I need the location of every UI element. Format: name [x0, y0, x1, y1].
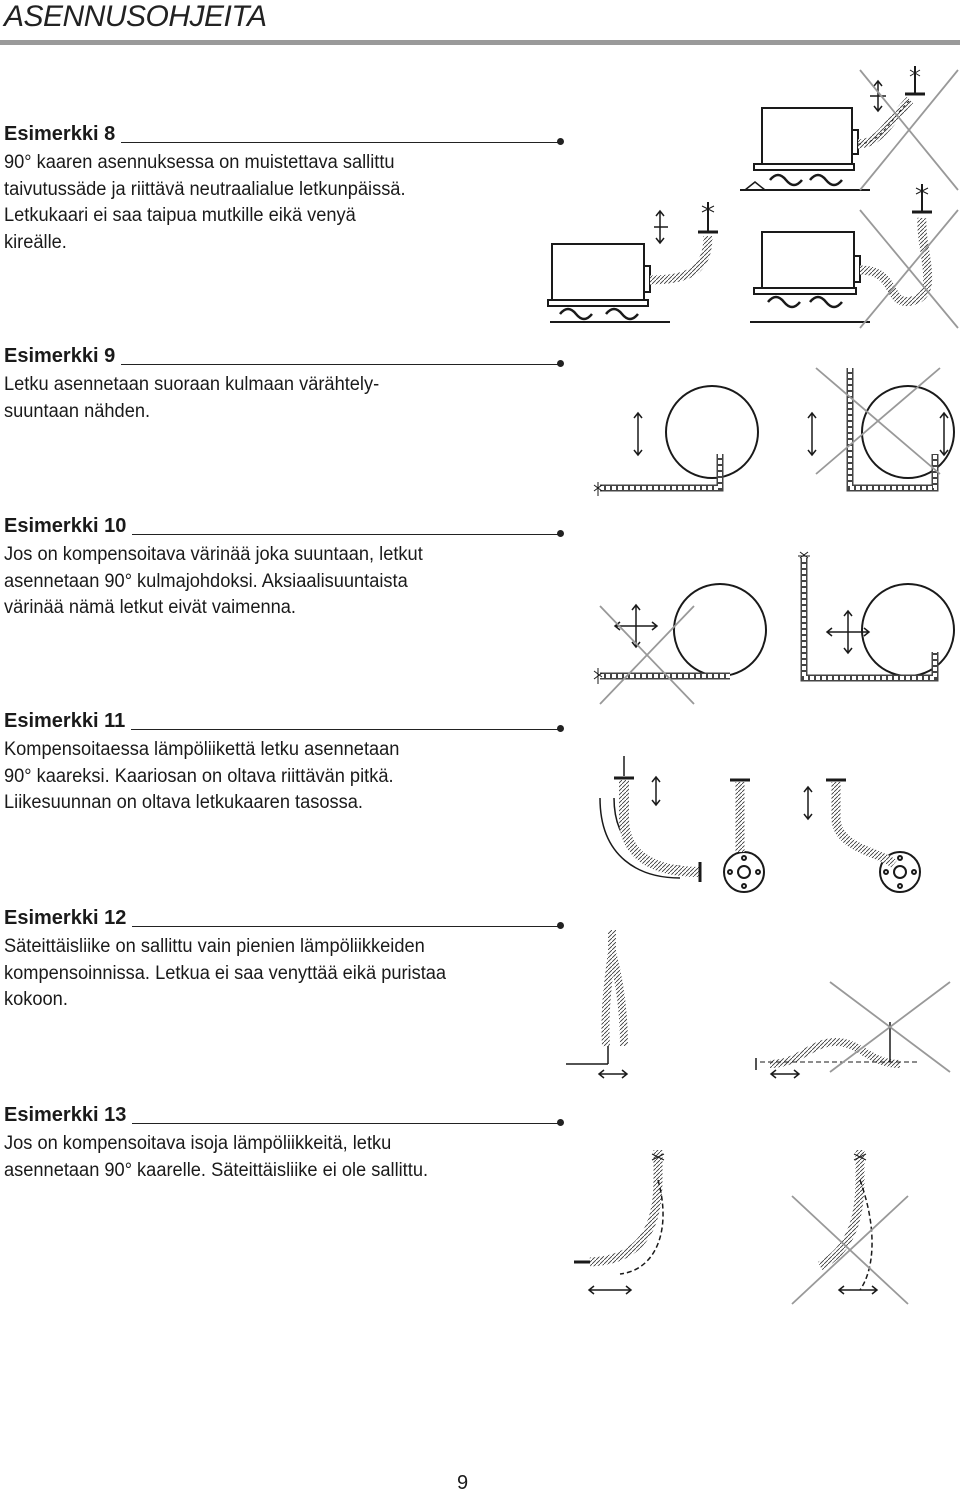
heading-rule: [121, 142, 560, 143]
section-heading: Esimerkki 11: [4, 710, 126, 732]
section-heading-row: [4, 514, 560, 538]
section-heading: Esimerkki 12: [4, 907, 127, 929]
section-heading: Esimerkki 10: [4, 515, 127, 537]
section-body: Letku asennetaan suoraan kulmaan värähtely- suuntaan nähden.: [4, 374, 380, 422]
figure-example-12: [560, 922, 960, 1082]
section-heading-row: [4, 906, 560, 930]
bullet-dot: [557, 1119, 564, 1126]
tank-right: [798, 552, 954, 678]
cross-marks: [600, 606, 694, 704]
page-title: ASENNUSOHJEITA: [4, 0, 267, 33]
tank-right: [808, 368, 954, 488]
bullet-dot: [557, 360, 564, 367]
section-body: Säteittäisliike on sallittu vain pienien lämpöliikkeiden kompensoinnissa. Letkua ei saa venyttää eikä puristaa kokoon.: [4, 936, 447, 1010]
section-heading-row: [4, 122, 560, 146]
flange-right: [804, 780, 920, 892]
section-heading: Esimerkki 9: [4, 345, 116, 367]
section-heading-row: [4, 1103, 560, 1127]
pump-left: [548, 202, 718, 322]
heading-rule: [132, 926, 560, 927]
pump-top: [740, 66, 925, 190]
section-example-12: [4, 906, 560, 1014]
section-example-8: [4, 122, 560, 256]
section-body: Jos on kompensoitava isoja lämpöliikkeitä, letku asennetaan 90° kaarelle. Säteittäisliike ei ole sallittu.: [4, 1133, 429, 1181]
section-heading-row: [4, 709, 560, 733]
page-number: 9: [457, 1472, 469, 1494]
section-body: Jos on kompensoitava värinää joka suuntaan, letkut asennetaan 90° kulmajohdoksi. Aksiaalisuuntaista värinää nämä letkut eivät vaimenna.: [4, 544, 423, 618]
bend-left: [574, 1150, 664, 1294]
tank-left: [594, 584, 766, 684]
cross-marks: [792, 1196, 908, 1304]
bullet-dot: [557, 530, 564, 537]
tank-left: [594, 386, 758, 496]
section-body: 90° kaaren asennuksessa on muistettava sallittu taivutussäde ja riittävä neutraalialue letkunpäissä. Letkukaari ei saa taipua mutkille eikä venyä kireälle.: [4, 152, 406, 253]
bend-right: [820, 1150, 877, 1294]
hose-left: [566, 930, 627, 1078]
section-example-11: [4, 709, 560, 817]
heading-rule: [132, 1123, 560, 1124]
section-heading-row: [4, 344, 560, 368]
title-rule: [0, 40, 960, 45]
figure-example-11: [590, 748, 960, 903]
section-example-13: [4, 1103, 560, 1184]
section-example-9: [4, 344, 560, 425]
section-example-10: [4, 514, 560, 622]
cross-marks: [860, 70, 958, 328]
heading-rule: [132, 534, 560, 535]
flange-left: [724, 780, 764, 892]
section-heading: Esimerkki 13: [4, 1104, 127, 1126]
section-heading: Esimerkki 8: [4, 123, 116, 145]
figure-example-10: [590, 548, 960, 708]
figure-example-9: [590, 358, 960, 508]
pump-right: [750, 184, 932, 322]
bullet-dot: [557, 725, 564, 732]
heading-rule: [131, 729, 560, 730]
heading-rule: [121, 364, 560, 365]
bend-left: [600, 756, 700, 882]
figure-example-8: [540, 60, 960, 332]
figure-example-13: [560, 1140, 960, 1310]
section-body: Kompensoitaessa lämpöliikettä letku asennetaan 90° kaareksi. Kaariosan on oltava riittävän pitkä. Liikesuunnan on oltava letkukaaren tasossa.: [4, 739, 400, 813]
